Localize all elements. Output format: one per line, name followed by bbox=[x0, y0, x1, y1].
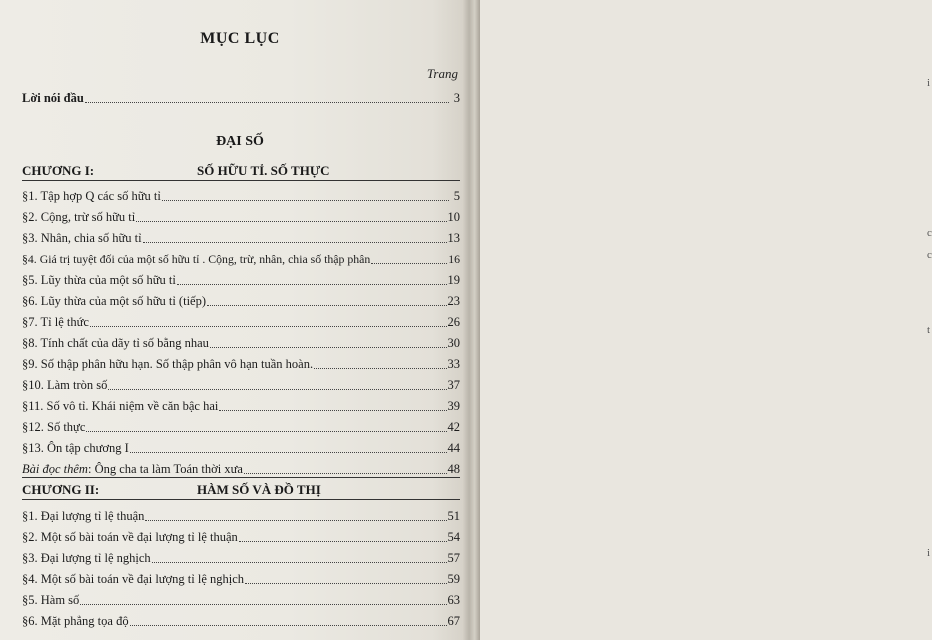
toc-entry-page: 59 bbox=[447, 572, 460, 586]
leader-dots bbox=[136, 221, 446, 222]
divider bbox=[22, 477, 460, 478]
toc-entry-page: 37 bbox=[447, 378, 460, 392]
leader-dots bbox=[207, 305, 446, 306]
leader-dots bbox=[219, 410, 446, 411]
toc-entry-page: 5 bbox=[453, 189, 460, 203]
toc-entry[interactable] bbox=[22, 569, 460, 587]
toc-entry[interactable] bbox=[22, 207, 460, 225]
toc-entry-page: 19 bbox=[447, 273, 460, 287]
leader-dots bbox=[152, 562, 447, 563]
leader-dots bbox=[162, 200, 449, 201]
divider bbox=[22, 499, 460, 500]
edge-glyph: i bbox=[927, 77, 931, 89]
leader-dots bbox=[86, 431, 446, 432]
toc-entry-page: 13 bbox=[447, 231, 460, 245]
leader-dots bbox=[145, 520, 446, 521]
toc-entry[interactable] bbox=[22, 506, 460, 524]
toc-entry-label: §12. Số thực bbox=[22, 420, 86, 434]
toc-entry[interactable] bbox=[22, 186, 460, 204]
toc-entry-page: 33 bbox=[447, 357, 460, 371]
toc-entry[interactable] bbox=[22, 548, 460, 566]
toc-entry-page: 54 bbox=[447, 530, 460, 544]
toc-entry[interactable] bbox=[22, 228, 460, 246]
section-title: ĐẠI SỐ bbox=[216, 134, 264, 149]
toc-entry-label: §9. Số thập phân hữu hạn. Số thập phân vô hạn tuần hoàn. bbox=[22, 357, 314, 371]
leader-dots bbox=[245, 583, 446, 584]
toc-entry-label: §4. Giá trị tuyệt đối của một số hữu tỉ . Cộng, trừ, nhân, chia số thập phân bbox=[22, 252, 371, 266]
page-title: MỤC LỤC bbox=[200, 30, 280, 47]
toc-entry-page: 23 bbox=[447, 294, 460, 308]
leader-dots bbox=[108, 389, 446, 390]
page-column-header: Trang bbox=[426, 66, 458, 81]
chapter-title: HÀM SỐ VÀ ĐỒ THỊ bbox=[197, 482, 321, 497]
toc-entry-page: 30 bbox=[447, 336, 460, 350]
toc-entry[interactable] bbox=[22, 590, 460, 608]
toc-entry-label: §6. Mặt phẳng tọa độ bbox=[22, 614, 129, 628]
toc-entry-label: §2. Cộng, trừ số hữu tỉ bbox=[22, 210, 136, 224]
toc-entry-label: §2. Một số bài toán về đại lượng tỉ lệ thuận bbox=[22, 530, 238, 544]
edge-glyph: c bbox=[927, 249, 932, 261]
leader-dots bbox=[210, 347, 447, 348]
toc-entry-page: 3 bbox=[453, 91, 460, 105]
leader-dots bbox=[143, 242, 447, 243]
toc-entry[interactable] bbox=[22, 396, 460, 414]
toc-entry-label: §13. Ôn tập chương I bbox=[22, 441, 129, 455]
divider bbox=[22, 180, 460, 181]
toc-entry-page: 57 bbox=[447, 551, 460, 565]
toc-entry-label: §3. Đại lượng tỉ lệ nghịch bbox=[22, 551, 151, 565]
toc-entry-label: §5. Lũy thừa của một số hữu tỉ bbox=[22, 273, 176, 287]
toc-entry-label: §10. Làm tròn số bbox=[22, 378, 108, 392]
toc-entry[interactable] bbox=[22, 249, 460, 267]
toc-entry-label: §1. Đại lượng tỉ lệ thuận bbox=[22, 509, 145, 523]
toc-entry-page: 42 bbox=[447, 420, 460, 434]
toc-entry[interactable] bbox=[22, 333, 460, 351]
leader-dots bbox=[314, 368, 446, 369]
leader-dots bbox=[239, 541, 447, 542]
extra-reading-prefix: Bài đọc thêm bbox=[22, 462, 88, 476]
leader-dots bbox=[177, 284, 447, 285]
leader-dots bbox=[244, 473, 447, 474]
toc-entry-preface[interactable] bbox=[22, 88, 460, 106]
toc-entry-label bbox=[22, 462, 243, 477]
chapter-label: CHƯƠNG II: bbox=[22, 482, 100, 497]
toc-entry-page: 10 bbox=[447, 210, 460, 224]
toc-entry[interactable] bbox=[22, 291, 460, 309]
toc-entry[interactable] bbox=[22, 438, 460, 456]
toc-entry[interactable] bbox=[22, 312, 460, 330]
toc-entry-page: 63 bbox=[447, 593, 460, 607]
toc-entry[interactable] bbox=[22, 417, 460, 435]
page-edge bbox=[462, 0, 932, 640]
extra-reading-title: : Ông cha ta làm Toán thời xưa bbox=[87, 462, 243, 476]
leader-dots bbox=[130, 452, 447, 453]
toc-entry-label: Lời nói đầu bbox=[22, 91, 84, 105]
toc-entry-label: §8. Tính chất của dãy tỉ số bằng nhau bbox=[22, 336, 209, 350]
toc-entry-label: §3. Nhân, chia số hữu tỉ bbox=[22, 231, 142, 245]
toc-entry[interactable] bbox=[22, 527, 460, 545]
toc-entry-label: §11. Số vô tỉ. Khái niệm về căn bậc hai bbox=[22, 399, 219, 413]
chapter-label: CHƯƠNG I: bbox=[22, 163, 95, 178]
toc-entry-label: §6. Lũy thừa của một số hữu tỉ (tiếp) bbox=[22, 294, 207, 308]
edge-glyph: c bbox=[927, 227, 932, 239]
toc-entry-page: 51 bbox=[447, 509, 460, 523]
toc-entry-page: 16 bbox=[448, 252, 460, 266]
leader-dots bbox=[130, 625, 447, 626]
toc-entry-page: 39 bbox=[447, 399, 460, 413]
toc-entry-page: 48 bbox=[447, 462, 460, 476]
toc-entry-extra-reading[interactable] bbox=[22, 459, 460, 477]
toc-entry-page: 44 bbox=[447, 441, 460, 455]
toc-entry[interactable] bbox=[22, 375, 460, 393]
leader-dots bbox=[80, 604, 446, 605]
toc-entry-label: §5. Hàm số bbox=[22, 593, 80, 607]
leader-dots bbox=[90, 326, 447, 327]
toc-entry-page: 67 bbox=[447, 614, 460, 628]
edge-glyph: i bbox=[927, 547, 931, 559]
leader-dots bbox=[371, 263, 447, 264]
toc-entry[interactable] bbox=[22, 270, 460, 288]
chapter-title: SỐ HỮU TỈ. SỐ THỰC bbox=[197, 163, 330, 178]
leader-dots bbox=[85, 102, 449, 103]
toc-entry-label: §7. Tỉ lệ thức bbox=[22, 315, 89, 329]
toc-entry-label: §4. Một số bài toán về đại lượng tỉ lệ nghịch bbox=[22, 572, 245, 586]
toc-entry[interactable] bbox=[22, 611, 460, 629]
toc-entry-label: §1. Tập hợp Q các số hữu tỉ bbox=[22, 189, 161, 203]
toc-entry-page: 26 bbox=[447, 315, 460, 329]
toc-entry[interactable] bbox=[22, 354, 460, 372]
edge-glyph: t bbox=[927, 324, 931, 336]
